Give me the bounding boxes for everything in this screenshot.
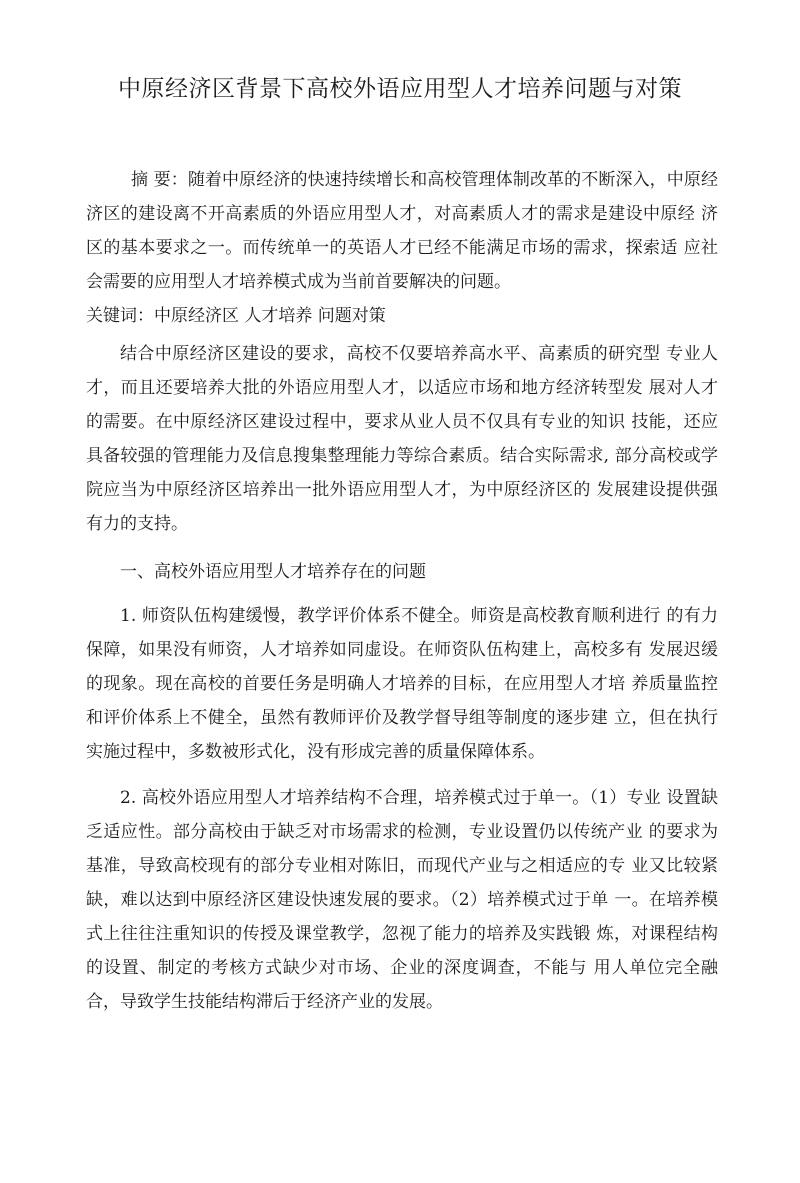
keywords-line: 关键词：中原经济区 人才培养 问题对策 bbox=[86, 306, 386, 326]
document-title: 中原经济区背景下高校外语应用型人才培养问题与对策 bbox=[118, 76, 682, 102]
intro-paragraph: 结合中原经济区建设的要求，高校不仅要培养高水平、高素质的研究型 专业人才，而且还要培养大批的外语应用型人才，以适应市场和地方经济转型发 展对人才的需要。在中原经济区建设过程中，要求从业人员不仅具有专业的知识 技能，还应具备较强的管理能力及信息搜集整理能力等综合素质。结合实际需求, 部分高校或学院应当为中原经济区培养出一批外语应用型人才，为中原经济区的 发展建设提供强有力的支持。 bbox=[86, 344, 718, 534]
document-body bbox=[86, 163, 718, 1019]
point-1-paragraph: 1. 师资队伍构建缓慢，教学评价体系不健全。师资是高校教育顺利进行 的有力保障，如果没有师资，人才培养如同虚设。在师资队伍构建上，高校多有 发展迟缓的现象。现在高校的首要任务是明确人才培养的目标，在应用型人才培 养质量监控和评价体系上不健全，虽然有教师评价及教学督导组等制度的逐步建 立，但在执行实施过程中，多数被形式化，没有形成完善的质量保障体系。 bbox=[86, 606, 718, 762]
point-2-paragraph: 2. 高校外语应用型人才培养结构不合理，培养模式过于单一。（1）专业 设置缺乏适应性。部分高校由于缺乏对市场需求的检测，专业设置仍以传统产业 的要求为基准，导致高校现有的部分专业相对陈旧，而现代产业与之相适应的专 业又比较紧缺，难以达到中原经济区建设快速发展的要求。（2）培养模式过于单 一。在培养模式上往往注重知识的传授及课堂教学，忽视了能力的培养及实践锻 炼，对课程结构的设置、制定的考核方式缺少对市场、企业的深度调查，不能与 用人单位完全融合，导致学生技能结构滞后于经济产业的发展。 bbox=[86, 788, 718, 1012]
abstract-paragraph: 摘 要：随着中原经济的快速持续增长和高校管理体制改革的不断深入，中原经济区的建设离不开高素质的外语应用型人才，对高素质人才的需求是建设中原经 济区的基本要求之一。而传统单一的英语人才已经不能满足市场的需求，探索适 应社会需要的应用型人才培养模式成为当前首要解决的问题。 bbox=[86, 170, 718, 292]
section-heading: 一、高校外语应用型人才培养存在的问题 bbox=[120, 562, 426, 582]
